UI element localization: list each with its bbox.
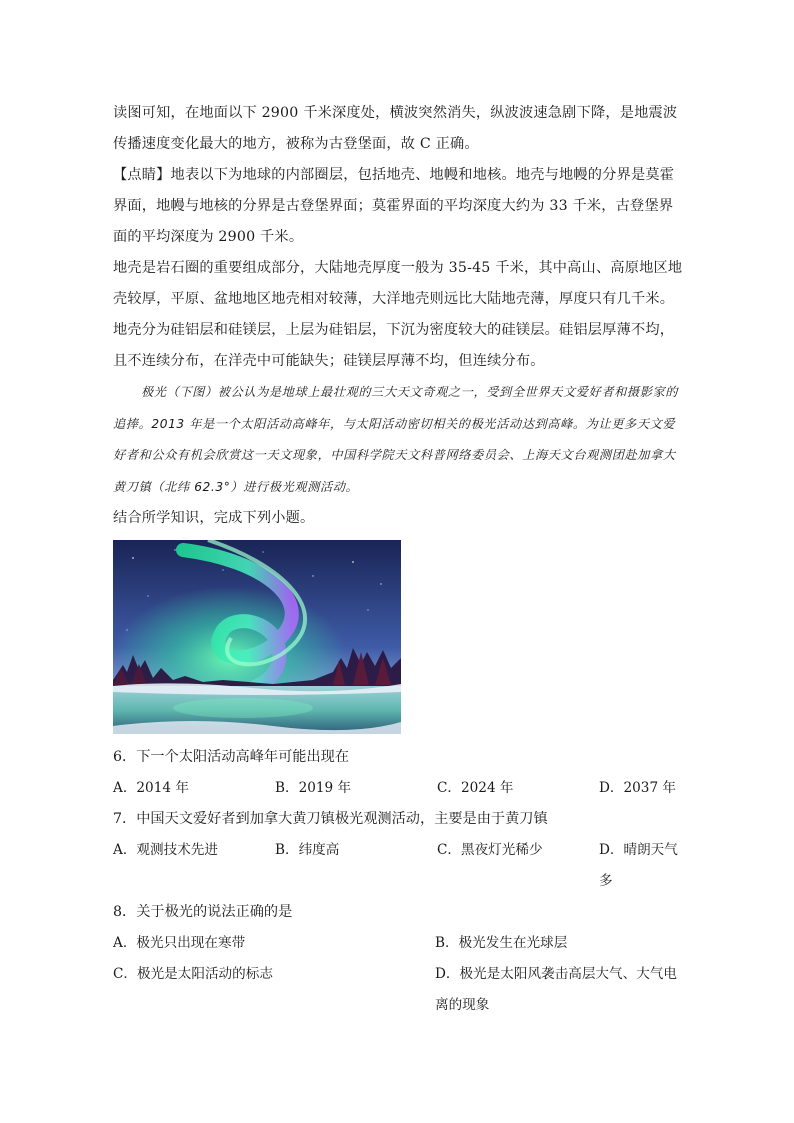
question-options [113,835,683,897]
option-b: B．纬度高 [275,842,340,858]
question-8 [113,897,683,1021]
paragraph-layers: 地壳分为硅铝层和硅镁层，上层为硅铝层，下沉为密度较大的硅镁层。硅铝层厚薄不均，且不连续分布，在洋壳中可能缺失；硅镁层厚薄不均，但连续分布。 [113,322,675,369]
option-d: D．2037 年 [599,780,677,796]
question-stem: 8．关于极光的说法正确的是 [113,904,293,920]
paragraph-crust: 地壳是岩石圈的重要组成部分，大陆地壳厚度一般为 35-45 千米，其中高山、高原地区地壳较厚，平原、盆地地区地壳相对较薄，大洋地壳则远比大陆地壳薄，厚度只有几千米。 [113,260,683,307]
question-6 [113,742,683,804]
question-options [113,773,683,804]
instruction-text: 结合所学知识，完成下列小题。 [113,510,315,526]
option-c: C．极光是太阳活动的标志 [113,966,273,982]
option-c: C．2024 年 [437,780,514,796]
question-options-row1 [113,928,683,959]
aurora-image [113,540,401,734]
option-d: D．极光是太阳风袭击高层大气、大气电离的现象 [435,966,677,1013]
option-a: A．观测技术先进 [113,842,218,858]
option-a: A．2014 年 [113,780,189,796]
document-page [113,98,683,1021]
option-a: A．极光只出现在寒带 [113,935,246,951]
paragraph-explanation: 读图可知，在地面以下 2900 千米深度处，横波突然消失，纵波波速急剧下降，是地震波传播速度变化最大的地方，被称为古登堡面，故 C 正确。 [113,105,678,152]
option-b: B．2019 年 [275,780,352,796]
question-stem: 7．中国天文爱好者到加拿大黄刀镇极光观测活动，主要是由于黄刀镇 [113,811,548,827]
question-7 [113,804,683,897]
option-b: B．极光发生在光球层 [435,935,568,951]
option-c: C．黑夜灯光稀少 [437,842,543,858]
question-stem: 6．下一个太阳活动高峰年可能出现在 [113,749,350,765]
reading-passage: 极光（下图）被公认为是地球上最壮观的三大天文奇观之一，受到全世界天文爱好者和摄影家的追捧。2013 年是一个太阳活动高峰年，与太阳活动密切相关的极光活动达到高峰。为让更多天文爱好者和公众有机会欣赏这一天文现象，中国科学院天文科普网络委员会、上海天文台观测团赴加拿大黄刀镇（北纬 62.3°）进行极光观测活动。 [113,385,679,494]
question-options-row2 [113,959,683,1021]
aurora-illustration [113,540,401,734]
paragraph-note: 【点睛】地表以下为地球的内部圈层，包括地壳、地幔和地核。地壳与地幔的分界是莫霍界面，地幔与地核的分界是古登堡界面；莫霍界面的平均深度大约为 33 千米，古登堡界面的平均深度为 2900 千米。 [113,167,675,245]
option-d: D．晴朗天气多 [599,842,678,889]
